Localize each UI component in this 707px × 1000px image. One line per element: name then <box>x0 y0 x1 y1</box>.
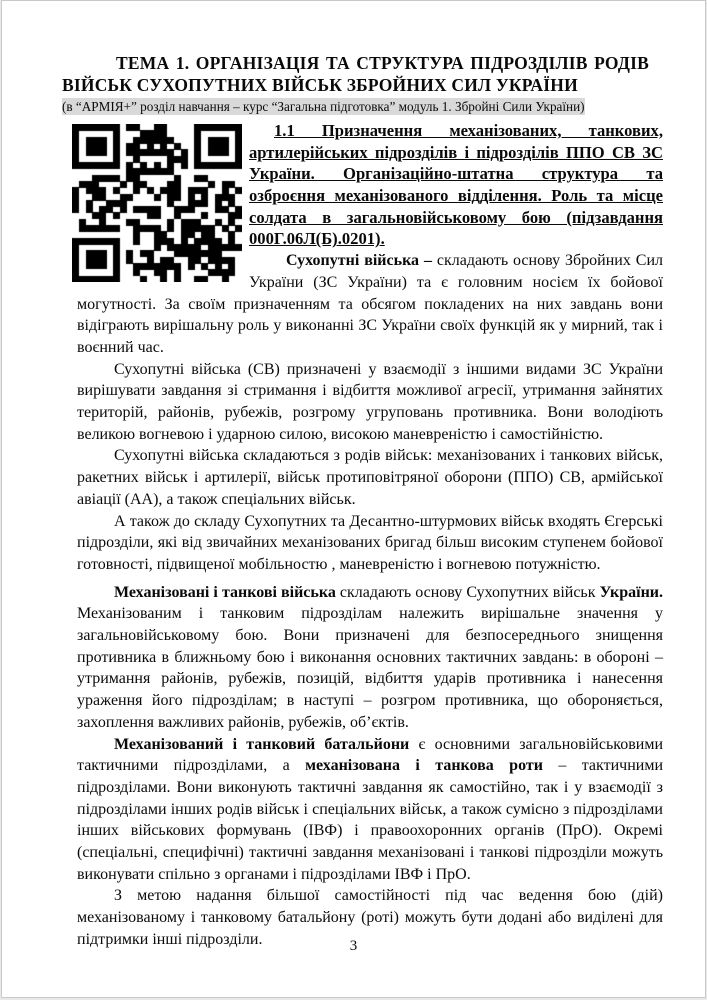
bold-text-run: Сухопутні війська – <box>286 252 437 270</box>
text-run: складають основу Збройних Сил України (ЗС України) та є головним носієм їх бойової могутності. За своїм призначенням та обсягом покладених на них завдань вони відіграють вирішальну роль у виконанні ЗС України своїх функцій як у мирний, так і воєнний час. <box>77 252 663 356</box>
subtitle-highlighted-text: (в “АРМІЯ+” розділ навчання – курс “Загальна підготовка” модуль 1. Збройні Сили України) <box>62 99 585 115</box>
text-run: Механізованим і танковим підрозділам належить вирішальне значення у загальновійськовому бою. Вони призначені для безпосереднього знищення противника в ближньому бою і виконання основних тактичних завдань: в обороні – утримання районів, рубежів, позицій, відбиття ударів противника і нанесення ураження його підрозділам; в наступі – розгром противника, що обороняється, захоплення важливих районів, рубежів, об’єктів. <box>77 605 663 731</box>
bold-text-run: України. <box>599 583 664 601</box>
paragraph <box>77 359 663 446</box>
qr-code-canvas <box>72 124 242 282</box>
paragraph <box>77 582 663 734</box>
text-run: є основними загальновійськовими тактичними підрозділами, а <box>77 735 664 775</box>
paragraph <box>77 511 663 576</box>
text-run: складають основу Сухопутних військ <box>335 583 600 601</box>
text-run: З метою надання більшої самостійності під час ведення бою (дій) механізованому і танковому батальйону (роті) можуть бути додані або виділені для підтримки інші підрозділи. <box>77 887 663 948</box>
document-page <box>1 0 706 998</box>
paragraph <box>77 445 663 510</box>
document-body <box>77 120 663 951</box>
text-run: Сухопутні війська складаються з родів військ: механізованих і танкових військ, ракетних військ і артилерії, військ протиповітряної оборони (ППО) СВ, армійської авіації (АА), а також спеціальних військ. <box>77 447 663 508</box>
text-run: А також до складу Сухопутних та Десантно-штурмових військ входять Єгерські підрозділи, які від звичайних механізованих бригад більш високим ступенем бойової готовності, підвищеної мобільностю , маневреністю і вогневою потужністю. <box>77 512 663 573</box>
section-heading-1-1: 1.1 Призначення механізованих, танкових, артилерійських підрозділів і підрозділів ППО СВ ЗС України. Організаційно-штатна структура та озброєння механізованого відділення. Роль та місце солдата в загальновійськовому бою (підзавдання 000Г.06Л(Б).0201). <box>249 120 663 249</box>
text-run: – тактичними підрозділами. Вони виконують тактичні завдання як самостійно, так і у взаємодії з підрозділами інших родів військ і спеціальних військ, а також сумісно з підрозділами інших військових формувань (ІВФ) і правоохоронних органів (ПрО). Окремі (спеціальні, специфічні) тактичні завдання механізовані і танкові підрозділи можуть виконувати спільно з органами і підрозділами ІВФ і ПрО. <box>77 757 664 883</box>
bold-text-run: Механізовані і танкові війська <box>114 583 336 601</box>
bold-text-run: Механізований і танковий батальйони <box>114 735 410 753</box>
page-title: ТЕМА 1. ОРГАНІЗАЦІЯ ТА СТРУКТУРА ПІДРОЗДІЛІВ РОДІВ ВІЙСЬК СУХОПУТНИХ ВІЙСЬК ЗБРОЙНИХ СИЛ УКРАЇНИ <box>62 53 649 95</box>
text-run: Сухопутні війська (СВ) призначені у взаємодії з іншими видами ЗС України вирішувати завдання зі стримання і відбиття можливої агресії, утримання зайнятих територій, районів, рубежів, розгрому угруповань противника. Вони володіють великою вогневою і ударною силою, високою маневреністю і самостійністю. <box>77 360 663 443</box>
paragraph <box>77 734 663 886</box>
qr-code-image <box>72 124 242 282</box>
bold-text-run: механізована і танкова роти <box>305 757 543 775</box>
page-number: 3 <box>349 938 358 954</box>
paragraphs-container <box>77 250 663 951</box>
page-subtitle <box>62 99 659 116</box>
